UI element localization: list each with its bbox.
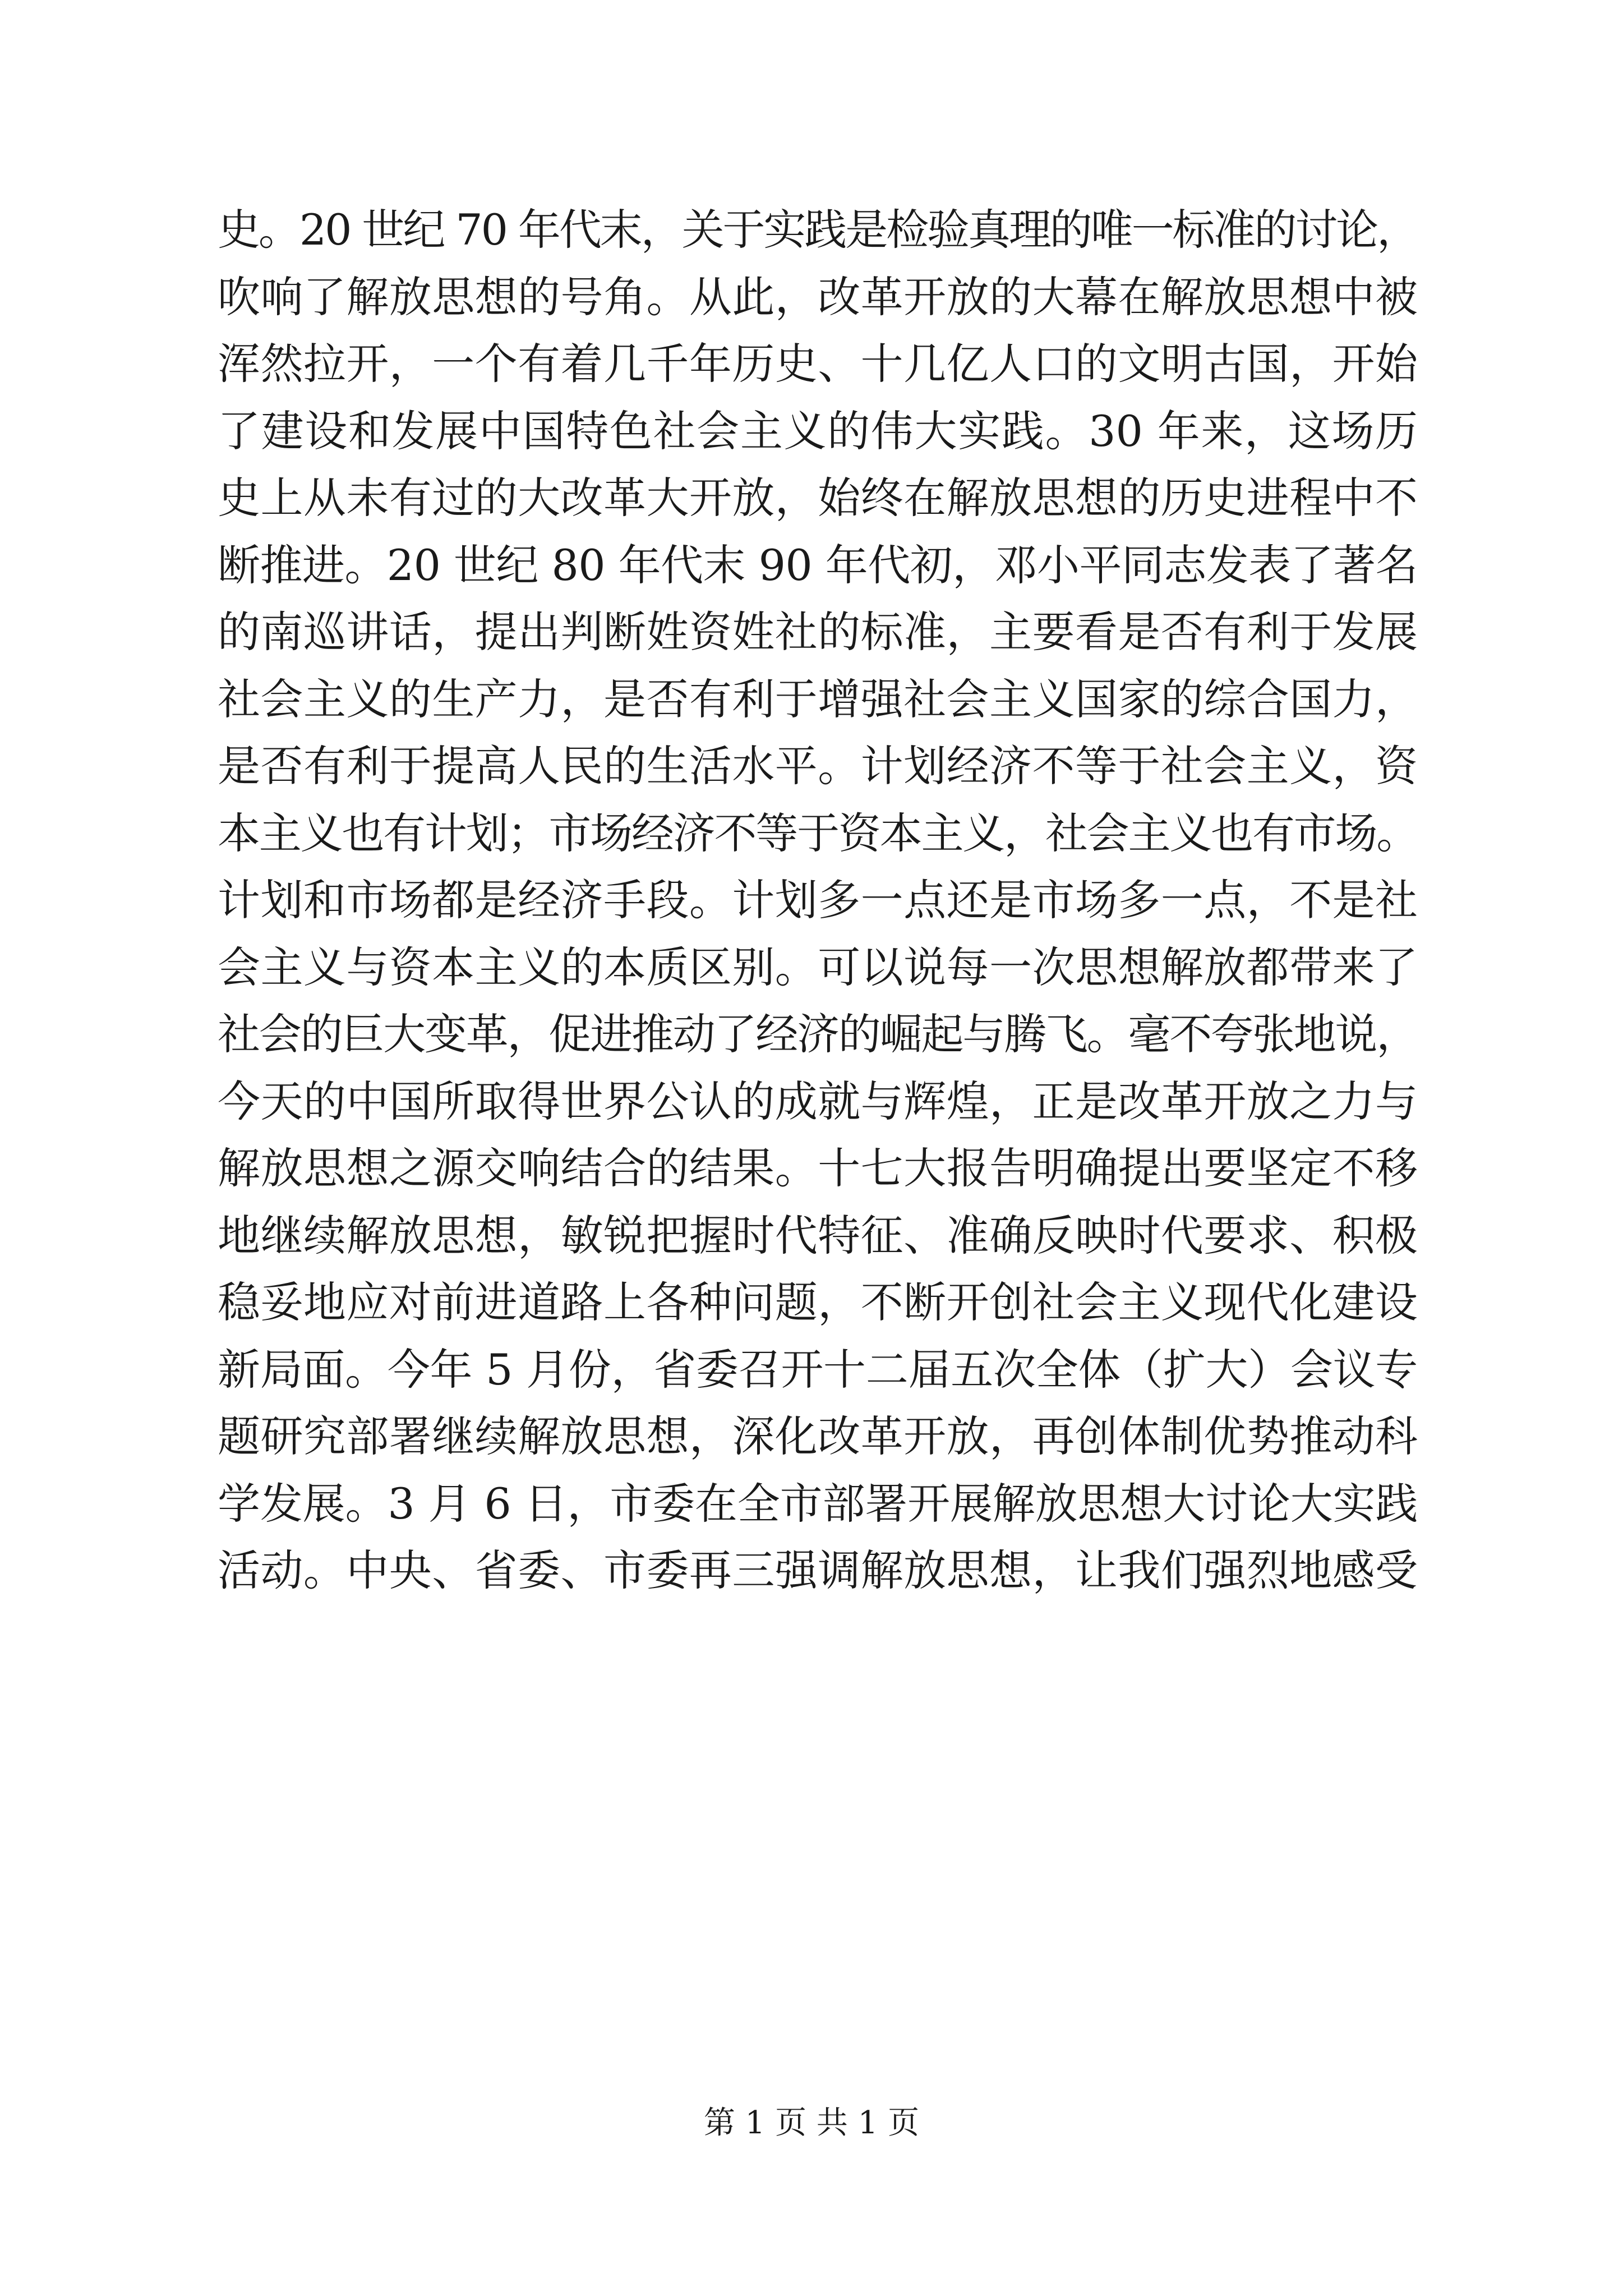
text-line: 吹响了解放思想的号角。从此，改革开放的大幕在解放思想中被 bbox=[218, 272, 1418, 322]
page-number-label: 第 1 页 共 1 页 bbox=[703, 2105, 920, 2141]
text-line: 社会主义的生产力，是否有利于增强社会主义国家的综合国力， bbox=[218, 674, 1418, 724]
text-line: 学发展。3 月 6 日，市委在全市部署开展解放思想大讨论大实践 bbox=[218, 1478, 1418, 1529]
text-line: 地继续解放思想，敏锐把握时代特征、准确反映时代要求、积极 bbox=[218, 1210, 1418, 1260]
text-line: 了建设和发展中国特色社会主义的伟大实践。30 年来，这场历 bbox=[218, 406, 1418, 456]
text-line: 是否有利于提高人民的生活水平。计划经济不等于社会主义，资 bbox=[218, 741, 1418, 791]
text-line: 史。20 世纪 70 年代末，关于实践是检验真理的唯一标准的讨论， bbox=[218, 205, 1418, 255]
page-footer bbox=[0, 2101, 1623, 2146]
text-line: 题研究部署继续解放思想，深化改革开放，再创体制优势推动科 bbox=[218, 1411, 1418, 1461]
body-paragraph bbox=[218, 196, 1418, 1604]
text-line: 的南巡讲话，提出判断姓资姓社的标准，主要看是否有利于发展 bbox=[218, 607, 1418, 657]
text-line: 新局面。今年 5 月份，省委召开十二届五次全体（扩大）会议专 bbox=[218, 1344, 1418, 1395]
text-line: 会主义与资本主义的本质区别。可以说每一次思想解放都带来了 bbox=[218, 942, 1418, 992]
text-line: 解放思想之源交响结合的结果。十七大报告明确提出要坚定不移 bbox=[218, 1143, 1418, 1193]
text-line: 稳妥地应对前进道路上各种问题，不断开创社会主义现代化建设 bbox=[218, 1277, 1418, 1327]
text-line: 浑然拉开，一个有着几千年历史、十几亿人口的文明古国，开始 bbox=[218, 339, 1418, 389]
text-line: 断推进。20 世纪 80 年代末 90 年代初，邓小平同志发表了著名 bbox=[218, 540, 1418, 590]
text-line: 社会的巨大变革，促进推动了经济的崛起与腾飞。毫不夸张地说， bbox=[218, 1009, 1418, 1059]
text-line: 活动。中央、省委、市委再三强调解放思想，让我们强烈地感受 bbox=[218, 1545, 1418, 1595]
text-line: 本主义也有计划；市场经济不等于资本主义，社会主义也有市场。 bbox=[218, 808, 1418, 858]
text-line: 今天的中国所取得世界公认的成就与辉煌，正是改革开放之力与 bbox=[218, 1076, 1418, 1126]
text-line: 史上从未有过的大改革大开放，始终在解放思想的历史进程中不 bbox=[218, 473, 1418, 523]
text-line: 计划和市场都是经济手段。计划多一点还是市场多一点，不是社 bbox=[218, 875, 1418, 925]
